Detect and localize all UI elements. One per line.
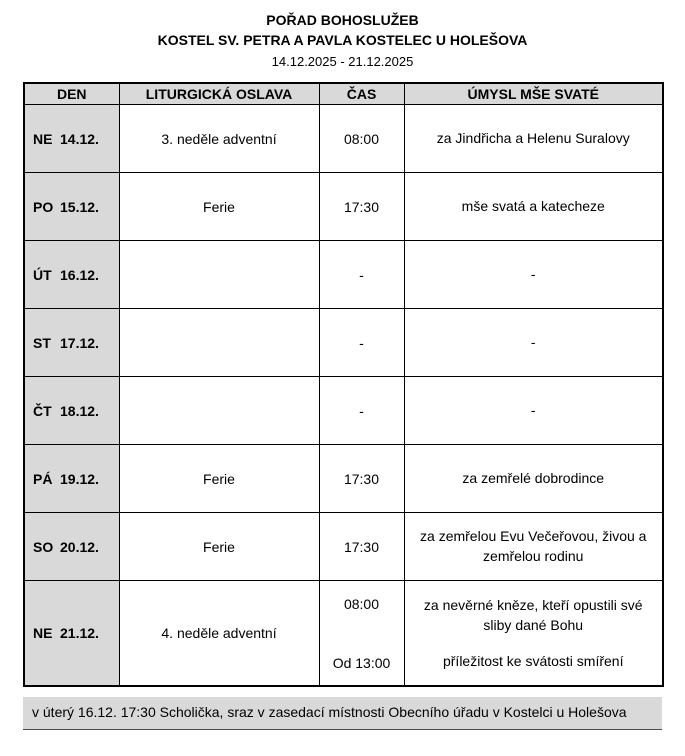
intention-stack xyxy=(411,581,657,682)
intention-cell: mše svatá a katecheze xyxy=(404,173,663,241)
column-header-liturgicka-oslava: LITURGICKÁ OSLAVA xyxy=(119,83,319,105)
day-cell xyxy=(24,445,119,513)
table-row xyxy=(24,173,663,241)
intention-cell: - xyxy=(404,377,663,445)
day-cell xyxy=(24,241,119,309)
time-cell xyxy=(319,581,404,686)
day-abbr: NE xyxy=(33,130,53,147)
time-cell: 17:30 xyxy=(319,445,404,513)
time-primary: 08:00 xyxy=(343,596,380,613)
footer-note: v úterý 16.12. 17:30 Scholička, sraz v zasedací místnosti Obecního úřadu v Kostelci u Holešova xyxy=(23,697,662,730)
time-cell: 17:30 xyxy=(319,513,404,581)
table-row xyxy=(24,377,663,445)
feast-cell: Ferie xyxy=(119,445,319,513)
day-abbr: PO xyxy=(33,198,54,215)
intention-cell: za zemřelé dobrodince xyxy=(404,445,663,513)
intention-secondary: příležitost ke svátosti smíření xyxy=(442,652,624,669)
time-cell: - xyxy=(319,377,404,445)
day-abbr: ČT xyxy=(33,402,52,419)
day-abbr: SO xyxy=(33,538,54,555)
day-date: 18.12. xyxy=(60,402,99,419)
day-abbr: NE xyxy=(33,624,53,641)
time-stack xyxy=(320,581,404,682)
day-abbr: ÚT xyxy=(33,266,52,283)
date-range: 14.12.2025 - 21.12.2025 xyxy=(271,53,414,69)
day-date: 16.12. xyxy=(60,266,99,283)
table-row xyxy=(24,513,663,581)
intention-cell: - xyxy=(404,309,663,377)
day-cell xyxy=(24,105,119,173)
page-subtitle: KOSTEL SV. PETRA A PAVLA KOSTELEC U HOLEŠOVA xyxy=(157,32,528,49)
day-cell xyxy=(24,581,119,686)
table-row xyxy=(24,581,663,686)
time-secondary: Od 13:00 xyxy=(332,655,391,672)
page-title: POŘAD BOHOSLUŽEB xyxy=(266,12,419,28)
day-cell xyxy=(24,309,119,377)
day-date: 20.12. xyxy=(60,538,99,555)
day-date: 14.12. xyxy=(60,130,99,147)
intention-cell xyxy=(404,581,663,686)
column-header-den: DEN xyxy=(24,83,119,105)
day-cell xyxy=(24,173,119,241)
day-date: 15.12. xyxy=(60,198,99,215)
day-cell xyxy=(24,377,119,445)
table-row xyxy=(24,445,663,513)
table-row xyxy=(24,105,663,173)
day-date: 19.12. xyxy=(60,470,99,487)
schedule-table xyxy=(23,82,664,687)
intention-cell: za zemřelou Evu Večeřovou, živou a zemřelou rodinu xyxy=(404,513,663,581)
time-cell: 17:30 xyxy=(319,173,404,241)
table-row xyxy=(24,241,663,309)
column-header-umysl: ÚMYSL MŠE SVATÉ xyxy=(404,83,663,105)
column-header-cas: ČAS xyxy=(319,83,404,105)
day-cell xyxy=(24,513,119,581)
intention-cell: za Jindřicha a Helenu Suralovy xyxy=(404,105,663,173)
feast-cell xyxy=(119,309,319,377)
feast-cell xyxy=(119,241,319,309)
day-abbr: PÁ xyxy=(33,470,53,487)
day-date: 21.12. xyxy=(60,624,99,641)
table-header-row xyxy=(24,83,663,105)
time-cell: 08:00 xyxy=(319,105,404,173)
time-cell: - xyxy=(319,309,404,377)
feast-cell: Ferie xyxy=(119,173,319,241)
feast-cell: Ferie xyxy=(119,513,319,581)
feast-cell xyxy=(119,377,319,445)
intention-cell: - xyxy=(404,241,663,309)
day-date: 17.12. xyxy=(60,334,99,351)
time-cell: - xyxy=(319,241,404,309)
document-header xyxy=(23,10,662,69)
feast-cell: 3. neděle adventní xyxy=(119,105,319,173)
day-abbr: ST xyxy=(33,334,51,351)
intention-primary: za nevěrné kněze, kteří opustili své sliby dané Bohu xyxy=(423,597,643,633)
table-row xyxy=(24,309,663,377)
feast-cell: 4. neděle adventní xyxy=(119,581,319,686)
